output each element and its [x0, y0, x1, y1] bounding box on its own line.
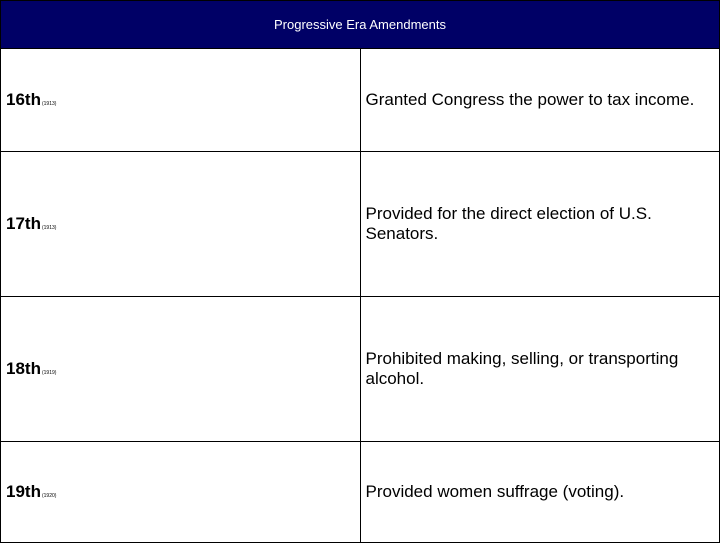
- table-title: Progressive Era Amendments: [1, 1, 720, 49]
- amendment-description: Provided for the direct election of U.S. Senators.: [360, 152, 720, 297]
- table-row: [1, 297, 720, 442]
- amendment-year: (1913): [41, 225, 57, 231]
- amendment-description: Provided women suffrage (voting).: [360, 442, 720, 543]
- header-row: [1, 1, 720, 49]
- amendment-number: 18th: [6, 359, 41, 378]
- amendment-number-cell: [1, 442, 361, 543]
- amendment-number: 17th: [6, 214, 41, 233]
- amendment-description: Prohibited making, selling, or transporting alcohol.: [360, 297, 720, 442]
- amendment-number-cell: [1, 49, 361, 152]
- amendment-year: (1919): [41, 370, 57, 376]
- table-row: [1, 152, 720, 297]
- amendment-year: (1913): [41, 101, 57, 107]
- amendment-number: 19th: [6, 482, 41, 501]
- amendment-description: Granted Congress the power to tax income.: [360, 49, 720, 152]
- table-row: [1, 49, 720, 152]
- amendment-year: (1920): [41, 493, 57, 499]
- amendment-number-cell: [1, 152, 361, 297]
- table-row: [1, 442, 720, 543]
- amendment-number: 16th: [6, 90, 41, 109]
- amendment-number-cell: [1, 297, 361, 442]
